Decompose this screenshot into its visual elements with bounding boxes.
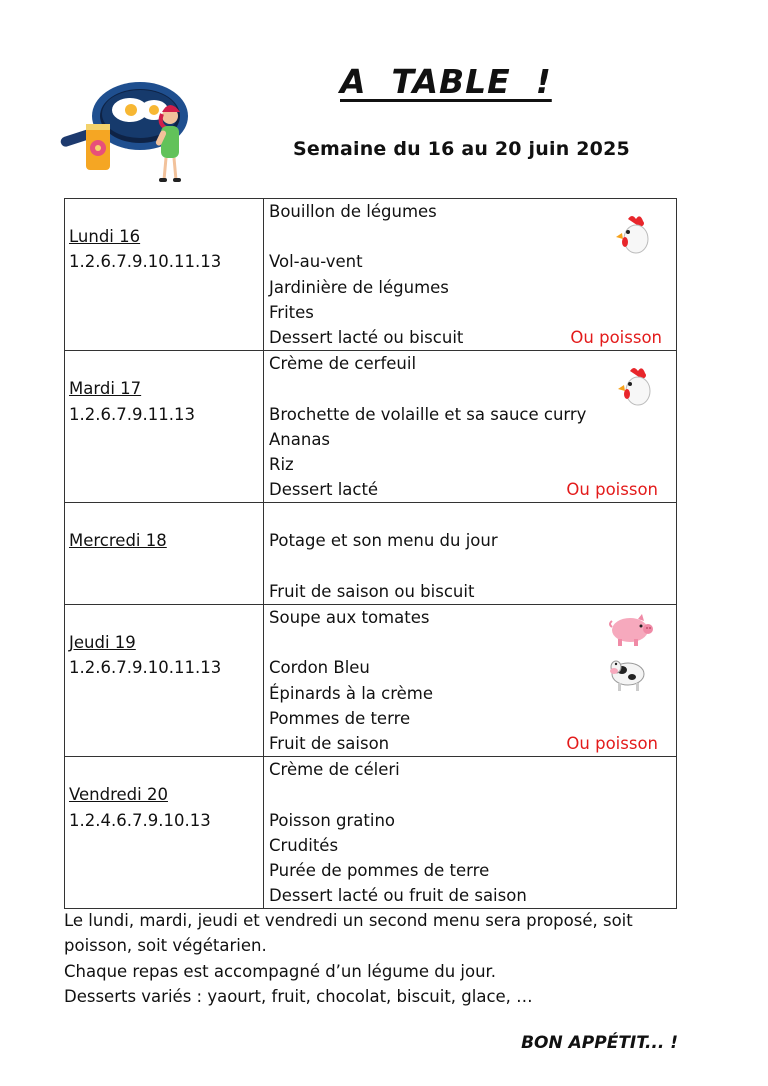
dish: Dessert lacté ou biscuit [269,327,464,347]
dish: Crudités [269,835,339,855]
day-cell [65,605,264,757]
dish: Bouillon de légumes [269,202,437,221]
page-title: A TABLE ! [340,62,552,101]
alternative-fish: Ou poisson [570,328,662,347]
dish: Poisson gratino [269,810,396,830]
menu-row-friday [65,757,677,909]
dish: Riz [269,454,294,474]
dishes-cell [264,351,677,503]
note-line: Desserts variés : yaourt, fruit, chocolat, biscuit, glace, … [64,986,533,1006]
dish: Brochette de volaille et sa sauce curry [269,404,587,424]
dish: Dessert lacté [269,480,379,500]
day-cell [65,503,264,605]
dishes-cell [264,757,677,909]
allergen-codes: 1.2.4.6.7.9.10.13 [69,810,211,830]
dish: Crème de cerfeuil [269,354,417,374]
dish: Potage et son menu du jour [269,531,498,551]
alternative-fish: Ou poisson [566,734,658,753]
allergen-codes: 1.2.6.7.9.11.13 [69,404,195,424]
note-line: Chaque repas est accompagné d’un légume du jour. [64,961,497,981]
menu-row-thursday [65,605,677,757]
closing-message: BON APPÉTIT... ! [521,1033,678,1053]
pig-icon [608,613,654,647]
dish: Cordon Bleu [269,658,370,678]
dish: Soupe aux tomates [269,608,430,627]
note-line: poisson, soit végétarien. [64,936,267,956]
dish: Crème de céleri [269,760,400,780]
dish: Ananas [269,429,331,449]
day-name: Mardi 17 [69,379,142,399]
dishes-cell [264,199,677,351]
menu-row-wednesday [65,503,677,605]
dish: Frites [269,302,314,322]
dish: Pommes de terre [269,708,411,728]
day-cell [65,351,264,503]
dish: Épinards à la crème [269,683,434,703]
weekly-menu-table [64,198,677,909]
week-subtitle: Semaine du 16 au 20 juin 2025 [293,138,630,160]
menu-row-monday [65,199,677,351]
frying-pan-illustration [58,70,190,188]
day-cell [65,757,264,909]
allergen-codes: 1.2.6.7.9.10.11.13 [69,252,222,272]
dish: Fruit de saison [269,733,390,753]
chicken-icon [616,365,656,407]
cow-icon [608,655,650,693]
chicken-icon [614,213,654,255]
allergen-codes: 1.2.6.7.9.10.11.13 [69,658,222,678]
dish: Fruit de saison ou biscuit [269,581,475,601]
dish: Jardinière de légumes [269,277,449,297]
dish: Vol-au-vent [269,252,363,272]
dish: Dessert lacté ou fruit de saison [269,886,527,906]
day-name: Vendredi 20 [69,785,168,805]
menu-notes [64,908,633,1009]
dishes-cell [264,503,677,605]
menu-row-tuesday [65,351,677,503]
day-name: Jeudi 19 [69,633,136,653]
day-cell [65,199,264,351]
day-name: Lundi 16 [69,227,141,247]
dish: Purée de pommes de terre [269,860,490,880]
dishes-cell [264,605,677,757]
day-name: Mercredi 18 [69,531,167,551]
alternative-fish: Ou poisson [566,480,658,500]
note-line: Le lundi, mardi, jeudi et vendredi un second menu sera proposé, soit [64,911,633,930]
